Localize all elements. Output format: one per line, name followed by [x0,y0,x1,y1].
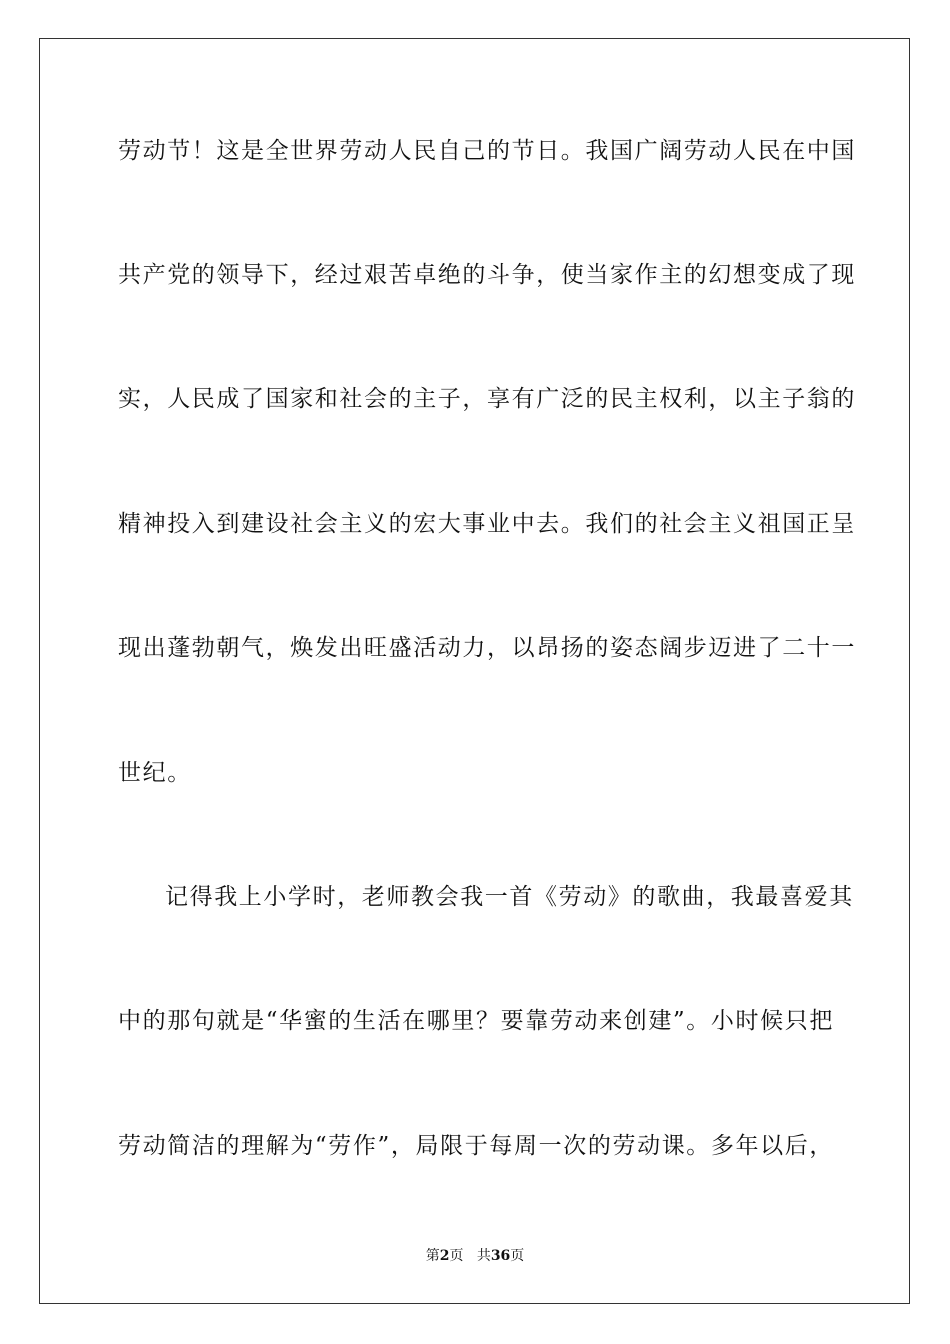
total-prefix: 共 [476,1248,491,1264]
page-number: 2 [439,1248,450,1264]
paragraph-line: 劳动节！这是全世界劳动人民自己的节日。我国广阔劳动人民在中国 [118,138,856,164]
page-suffix: 页 [449,1248,464,1264]
page-prefix: 第 [425,1248,440,1264]
page-border [39,38,910,1304]
paragraph-line: 实，人民成了国家和社会的主子，享有广泛的民主权利，以主子翁的 [118,386,856,412]
paragraph-line: 中的那句就是“华蜜的生活在哪里？要靠劳动来创建”。小时候只把 [118,1008,834,1034]
paragraph-line: 劳动简洁的理解为“劳作”，局限于每周一次的劳动课。多年以后， [118,1133,834,1159]
page-footer [0,1247,950,1265]
paragraph-line: 现出蓬勃朝气，焕发出旺盛活动力，以昂扬的姿态阔步迈进了二十一 [118,635,856,661]
total-pages: 36 [490,1248,511,1264]
paragraph-line: 记得我上小学时，老师教会我一首《劳动》的歌曲，我最喜爱其 [165,884,854,910]
paragraph-line: 精神投入到建设社会主义的宏大事业中去。我们的社会主义祖国正呈 [118,511,856,537]
paragraph-line: 共产党的领导下，经过艰苦卓绝的斗争，使当家作主的幻想变成了现 [118,262,856,288]
paragraph-line: 世纪。 [118,760,192,786]
total-suffix: 页 [510,1248,525,1264]
